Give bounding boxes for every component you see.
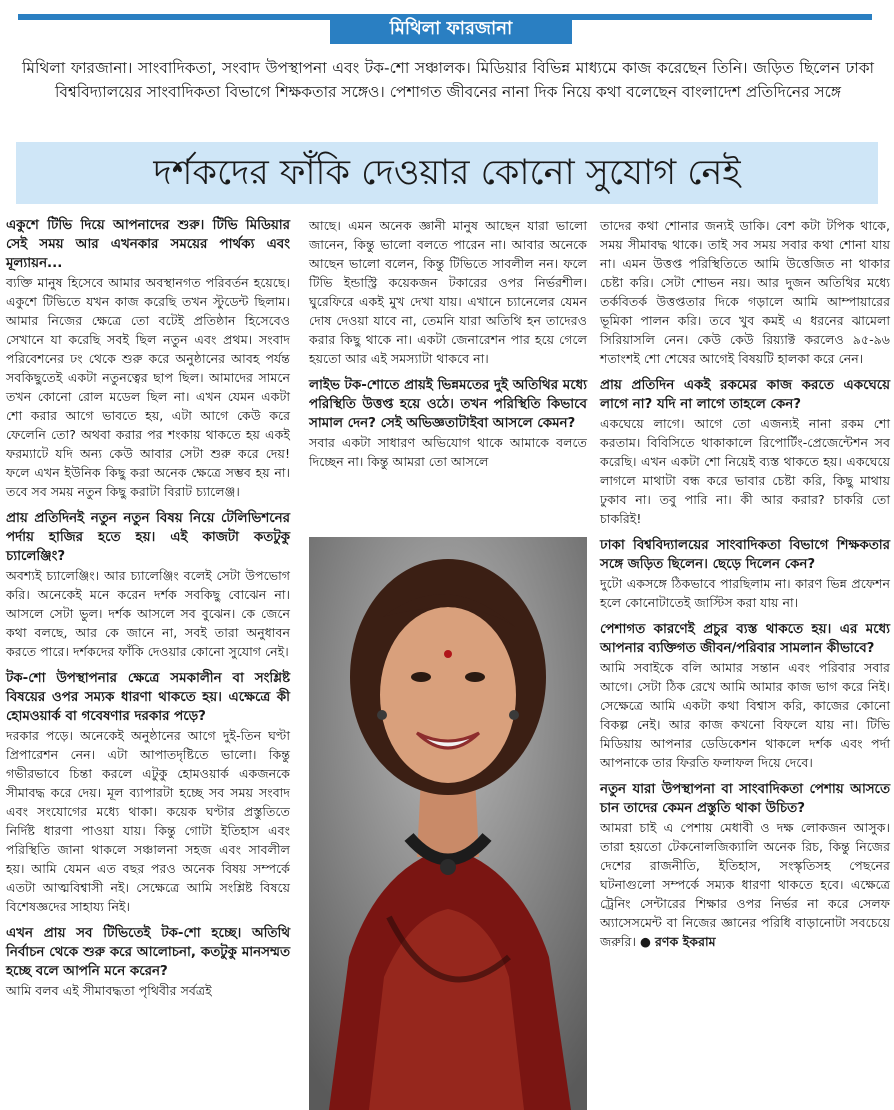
- answer: [600, 818, 890, 951]
- question: নতুন যারা উপস্থাপনা বা সাংবাদিকতা পেশায় আসতে চান তাদের কেমন প্রস্তুতি থাকা উচিত?: [600, 782, 890, 816]
- column-2: [309, 216, 587, 479]
- headline: দর্শকদের ফাঁকি দেওয়ার কোনো সুযোগ নেই: [16, 142, 878, 204]
- question: প্রায় প্রতিদিন একই রকমের কাজ করতে একঘেয়ে লাগে না? যদি না লাগে তাহলে কেন?: [600, 378, 890, 412]
- answer: সবার একটা সাধারণ অভিযোগ থাকে আমাকে বলতে দিচ্ছেন না। কিন্তু আমরা তো আসলে: [309, 435, 587, 469]
- answer: আছে। এমন অনেক জ্ঞানী মানুষ আছেন যারা ভালো জানেন, কিন্তু ভালো বলতে পারেন না। আবার অনেকে আছেন ভালো বলেন, কিন্তু টিভিতে সাবলীল নন। ফলে টিভি ইন্ডাস্ট্রি কয়েকজন টকারের ওপর নির্ভরশীল। ঘুরেফিরে একই মুখ দেখা যায়। এখানে চ্যানেলের যেমন দোষ দেওয়া যাবে না, তেমনি যারা অতিথি হন তাদেরও করার কিছু থাকে না। একটা জেনারেশন পার হয়ে গেলে হয়তো আর এই সমস্যাটা থাকবে না।: [309, 218, 587, 366]
- answer: ব্যক্তি মানুষ হিসেবে আমার অবস্থানগত পরিবর্তন হয়েছে। একুশে টিভিতে যখন কাজ করেছি তখন স্টুডেন্ট ছিলাম। আমার নিজের ক্ষেত্রে তো বটেই প্রতিষ্ঠান হিসেবেও সেখানে যা করেছি সবই ছিল নতুন এবং প্রথম। সংবাদ পরিবেশনের ঢং থেকে শুরু করে অনুষ্ঠানের আবহ পর্যন্ত সবকিছুতেই একটা নতুনত্বের ছাপ ছিল। আমাদের সামনে তখন কোনো রোল মডেল ছিল না। এখন যেমন একটা শো করার আগে ভাবতে হয়, এটা আগে কেউ করে ফেলেনি তো? অথবা করার পর শংকায় থাকতে হয় একই ফরম্যাটে যদি অন্য কেউ আবার সেটা শুরু করে দেয়! ফলে এখন ইউনিক কিছু করা অনেক ক্ষেত্রে সম্ভব হয় না। তবে সব সময় নতুন কিছু করাটা বিরাট চ্যালেঞ্জ।: [6, 275, 290, 499]
- question: ঢাকা বিশ্ববিদ্যালয়ের সাংবাদিকতা বিভাগে শিক্ষকতার সঙ্গে জড়িত ছিলেন। ছেড়ে দিলেন কেন?: [600, 538, 890, 572]
- column-3: [600, 216, 890, 959]
- portrait-photo: [309, 537, 587, 1110]
- byline-separator: ●: [639, 934, 651, 949]
- answer: তাদের কথা শোনার জন্যই ডাকি। বেশ কটা টপিক থাকে, সময় সীমাবদ্ধ থাকে। তাই সব সময় সবার কথা শোনা যায় না। এমন উত্তপ্ত পরিস্থিতিতে আমি উত্তেজিত না থাকার চেষ্টা করি। সেটা শোভন নয়। আর দুজন অতিথির মধ্যে তর্কবিতর্ক উত্তপ্ততার দিকে গড়ালে আমি আম্পায়ারের ভূমিকা পালন করি। তবে খুব কমই এ ধরনের ঝামেলা সিরিয়াসলি নেন। কেউ কেউ রিয়্যাক্ট করলেও ৯৫-৯৬ শতাংশই শো শেষের আগেই বিষয়টি হালকা করে নেন।: [600, 218, 890, 366]
- question: লাইভ টক-শোতে প্রায়ই ভিন্নমতের দুই অতিথির মধ্যে পরিস্থিতি উত্তপ্ত হয়ে ওঠে। তখন পরিস্থিতি কিভাবে সামাল দেন? সেই অভিজ্ঞতাটাইবা আসলে কেমন?: [309, 378, 587, 431]
- byline: রণক ইকরাম: [655, 934, 716, 949]
- answer: আমি বলব এই সীমাবদ্ধতা পৃথিবীর সর্বত্রই: [6, 983, 212, 998]
- question: প্রায় প্রতিদিনই নতুন নতুন বিষয় নিয়ে টেলিভিশনের পর্দায় হাজির হতে হয়। এই কাজটা কতটুকু চ্যালেঞ্জিং?: [6, 511, 290, 564]
- question: একুশে টিভি দিয়ে আপনাদের শুরু। টিভি মিডিয়ার সেই সময় আর এখনকার সময়ের পার্থক্য এবং মূল্যায়ন...: [6, 218, 290, 271]
- answer: অবশ্যই চ্যালেঞ্জিং। আর চ্যালেঞ্জিং বলেই সেটা উপভোগ করি। অনেকেই মনে করেন দর্শক সবকিছু বোঝেন না। আসলে সেটা ভুল। দর্শক আসলে সব বুঝেন। কে জেনে কথা বলছে, আর কে জানে না, সবই তারা অনুধাবন করতে পারে। দর্শকদের ফাঁকি দেওয়ার কোনো সুযোগ নেই।: [6, 568, 290, 659]
- answer: একঘেয়ে লাগে। আগে তো এজন্যই নানা রকম শো করতাম। বিবিসিতে থাকাকালে রিপোর্টিং-প্রেজেন্টেশন সব করেছি। এখন একটা শো নিয়েই ব্যস্ত থাকতে হয়। একঘেয়ে লাগলে মাথাটা বন্ধ করে ভাবার চেষ্টা করি, কিছু মাথায় ঢুকাব না। তবু পারি না। কী আর করার? চাকরি তো চাকরিই!: [600, 416, 890, 526]
- column-1: [6, 216, 290, 1008]
- answer: দরকার পড়ে। অনেকেই অনুষ্ঠানের আগে দুই-তিন ঘণ্টা প্রিপারেশন নেন। এটা আপাতদৃষ্টিতে ভালো। কিন্তু গভীরভাবে চিন্তা করলে এটুকু হোমওয়ার্ক একজনকে সীমাবদ্ধ করে দেয়। মূল ব্যাপারটা হচ্ছে সব সময় সংবাদ এবং সংযোগের মধ্যে থাকা। কয়েক ঘণ্টার প্রস্তুতিতে নির্দিষ্ট ধারণা পাওয়া যায়। কিন্তু গোটা ইতিহাস এবং পরিস্থিতি জানা থাকলে সঞ্চালনা সহজ এবং সাবলীল হয়। আমি যেমন এত বছর পরও অনেক বিষয় সম্পর্কে এতটা আত্মবিশ্বাসী নই। সেক্ষেত্রে আমি সংশ্লিষ্ট বিষয়ে বিশেষজ্ঞদের সাহায্য নিই।: [6, 728, 290, 914]
- question: এখন প্রায় সব টিভিতেই টক-শো হচ্ছে। অতিথি নির্বাচন থেকে শুরু করে আলোচনা, কতটুকু মানসম্মত হচ্ছে বলে আপনি মনে করেন?: [6, 926, 290, 979]
- section-label: মিথিলা ফারজানা: [330, 14, 572, 44]
- answer-text: আমরা চাই এ পেশায় মেধাবী ও দক্ষ লোকজন আসুক। তারা হয়তো টেকনোলজিক্যালি অনেক রিচ, কিন্তু নিজের দেশের রাজনীতি, ইতিহাস, সংস্কৃতিসহ পেছনের ঘটনাগুলো সম্পর্কে সম্যক ধারণা থাকতে হবে। এক্ষেত্রে ট্রেনিং সেন্টারের শিক্ষার ওপর নির্ভর না করে সেলফ অ্যাসেসমেন্ট বা নিজের জ্ঞানের পরিধি বাড়ানোটা সবচেয়ে জরুরি।: [600, 820, 890, 949]
- question: টক-শো উপস্থাপনার ক্ষেত্রে সমকালীন বা সংশ্লিষ্ট বিষয়ের ওপর সম্যক ধারণা থাকতে হয়। এক্ষেত্রে কী হোমওয়ার্ক বা গবেষণার দরকার পড়ে?: [6, 671, 290, 724]
- question: পেশাগত কারণেই প্রচুর ব্যস্ত থাকতে হয়। এর মধ্যে আপনার ব্যক্তিগত জীবন/পরিবার সামলান কীভাবে?: [600, 622, 890, 656]
- intro-paragraph: মিথিলা ফারজানা। সাংবাদিকতা, সংবাদ উপস্থাপনা এবং টক-শো সঞ্চালক। মিডিয়ার বিভিন্ন মাধ্যমে কাজ করেছেন তিনি। জড়িত ছিলেন ঢাকা বিশ্ববিদ্যালয়ের সাংবাদিকতা বিভাগে শিক্ষকতার সঙ্গেও। পেশাগত জীবনের নানা দিক নিয়ে কথা বলেছেন বাংলাদেশ প্রতিদিনের সঙ্গে: [22, 59, 874, 101]
- answer: আমি সবাইকে বলি আমার সন্তান এবং পরিবার সবার আগে। সেটা ঠিক রেখে আমি আমার কাজ ভাগ করে নিই। সেক্ষেত্রে আমি একটা কথা বিশ্বাস করি, কাজের কোনো বিকল্প নেই। আর কাজ কখনো বিফলে যায় না। টিভি মিডিয়ায় আপনার ডেডিকেশন থাকলে দর্শক এবং পর্দা আপনাকে তার ফিরতি ফলাফল দিয়ে দেবে।: [600, 660, 890, 770]
- answer: দুটো একসঙ্গে ঠিকভাবে পারছিলাম না। কারণ ভিন্ন প্রফেশন হলে কোনোটাতেই জাস্টিস করা যায় না।: [600, 576, 890, 610]
